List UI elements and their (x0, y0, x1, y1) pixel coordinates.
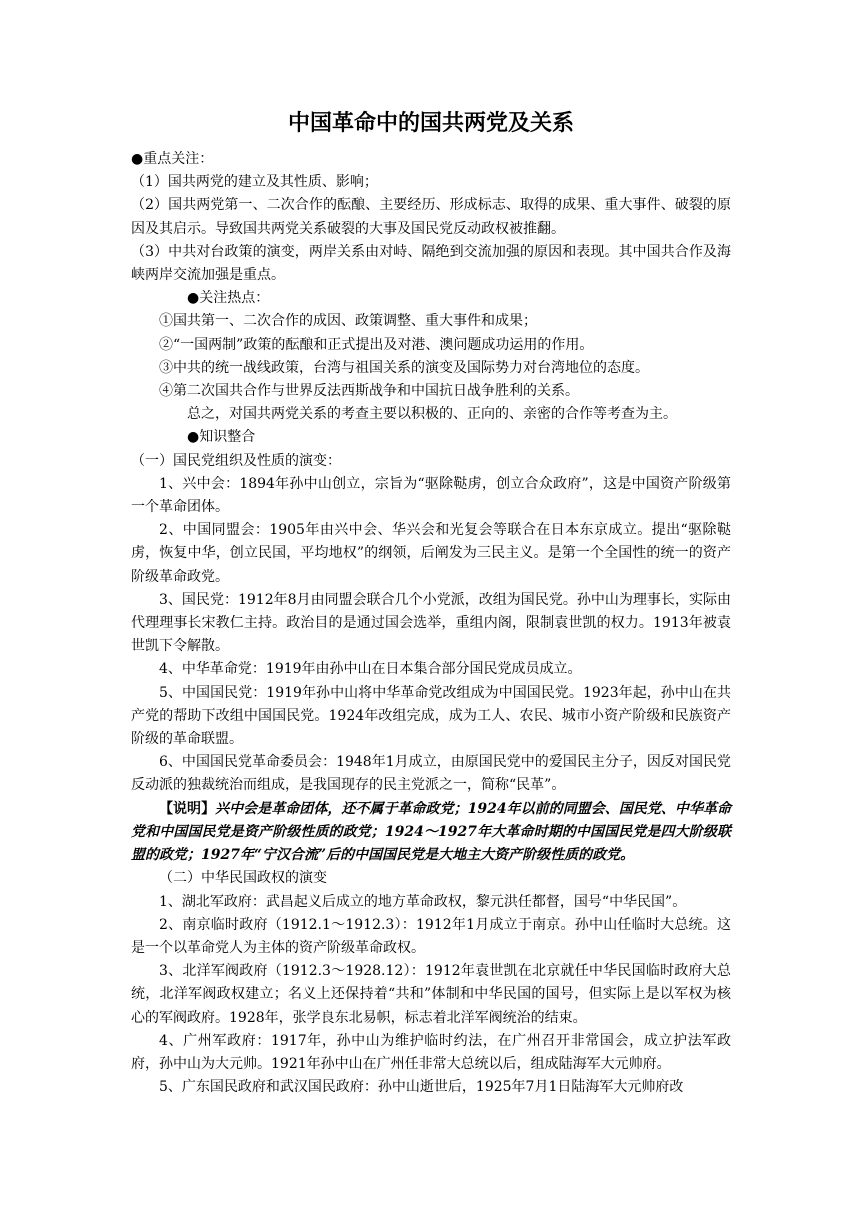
paragraph: 4、广州军政府：1917年，孙中山为维护临时约法，在广州召开非常国会，成立护法军政府，孙中山为大元帅。1921年孙中山在广州任非常大总统以后，组成陆海军大元帅府。 (131, 1032, 731, 1072)
paragraph: （3）中共对台政策的演变，两岸关系由对峙、隔绝到交流加强的原因和表现。其中国共合作及海峡两岸交流加强是重点。 (131, 243, 731, 284)
paragraph: 6、中国国民党革命委员会：1948年1月成立，由原国民党中的爱国民主分子，因反对国民党反动派的独裁统治而组成，是我国现存的民主党派之一，简称“民革”。 (131, 754, 731, 794)
paragraph-group (131, 148, 731, 798)
paragraph: 1、兴中会：1894年孙中山创立，宗旨为“驱除鞑虏，创立合众政府”，这是中国资产阶级第一个革命团体。 (131, 475, 731, 516)
paragraph: ●知识整合 (187, 429, 256, 446)
paragraph: 3、国民党：1912年8月由同盟会联合几个小党派，改组为国民党。孙中山为理事长，实际由代理理事长宋教仁主持。政治目的是通过国会选举，重组内阁，限制袁世凯的权力。1913年被袁世凯下令解散。 (131, 591, 731, 655)
paragraph: ②“一国两制”政策的酝酿和正式提出及对港、澳问题成功运用的作用。 (159, 336, 594, 353)
paragraph: ●关注热点： (187, 290, 270, 307)
paragraph: ①国共第一、二次合作的成因、政策调整、重大事件和成果； (159, 313, 537, 330)
paragraph: 2、南京临时政府（1912.1～1912.3）：1912年1月成立于南京。孙中山任临时大总统。这是一个以革命党人为主体的资产阶级革命政权。 (131, 916, 731, 956)
paragraph-group (131, 867, 731, 1099)
paragraph: ●重点关注： (131, 151, 214, 167)
paragraph: 3、北洋军阀政府（1912.3～1928.12）：1912年袁世凯在北京就任中华民国临时政府大总统，北洋军阀政权建立；名义上还保持着“共和”体制和中华民国的国号，但实际上是以军权为核心的军阀政府。1928年，张学良东北易帜，标志着北洋军阀统治的结束。 (131, 963, 731, 1026)
paragraph: （一）国民党组织及性质的演变： (131, 452, 341, 469)
note-text: 兴中会是革命团体，还不属于革命政党；1924年以前的同盟会、国民党、中华革命党和中国国民党是资产阶级性质的政党；1924～1927年大革命时期的中国国民党是四大阶级联盟的政党；1927年“宁汉合流”后的中国国民党是大地主大资产阶级性质的政党。 (131, 800, 732, 864)
paragraph: 总之，对国共两党关系的考查主要以积极的、正向的、亲密的合作等考查为主。 (187, 406, 677, 423)
paragraph: 5、中国国民党：1919年孙中山将中华革命党改组成为中国国民党。1923年起，孙中山在共产党的帮助下改组中国国民党。1924年改组完成，成为工人、农民、城市小资产阶级和民族资产阶级的革命联盟。 (131, 684, 731, 748)
note-tag: 【说明】 (159, 800, 216, 817)
note-paragraph (131, 798, 731, 868)
paragraph: 5、广东国民政府和武汉国民政府：孙中山逝世后，1925年7月1日陆海军大元帅府改 (159, 1079, 684, 1096)
paragraph: （二）中华民国政权的演变 (159, 870, 327, 887)
paragraph: ④第二次国共合作与世界反法西斯战争和中国抗日战争胜利的关系。 (159, 383, 579, 400)
paragraph: （1）国共两党的建立及其性质、影响； (131, 174, 378, 191)
paragraph: （2）国共两党第一、二次合作的酝酿、主要经历、形成标志、取得的成果、重大事件、破裂的原因及其启示。导致国共两党关系破裂的大事及国民党反动政权被推翻。 (131, 197, 731, 237)
page-title: 中国革命中的国共两党及关系 (287, 110, 574, 136)
document-body (131, 108, 731, 1099)
paragraph: ③中共的统一战线政策，台湾与祖国关系的演变及国际势力对台湾地位的态度。 (159, 359, 649, 376)
paragraph: 4、中华革命党：1919年由孙中山在日本集合部分国民党成员成立。 (159, 661, 582, 678)
paragraph: 1、湖北军政府：武昌起义后成立的地方革命政权，黎元洪任都督，国号“中华民国”。 (159, 893, 687, 910)
paragraph: 2、中国同盟会：1905年由兴中会、华兴会和光复会等联合在日本东京成立。提出“驱除鞑虏，恢复中华，创立民国，平均地权”的纲领，后阐发为三民主义。是第一个全国性的统一的资产阶级革命政党。 (131, 522, 731, 585)
